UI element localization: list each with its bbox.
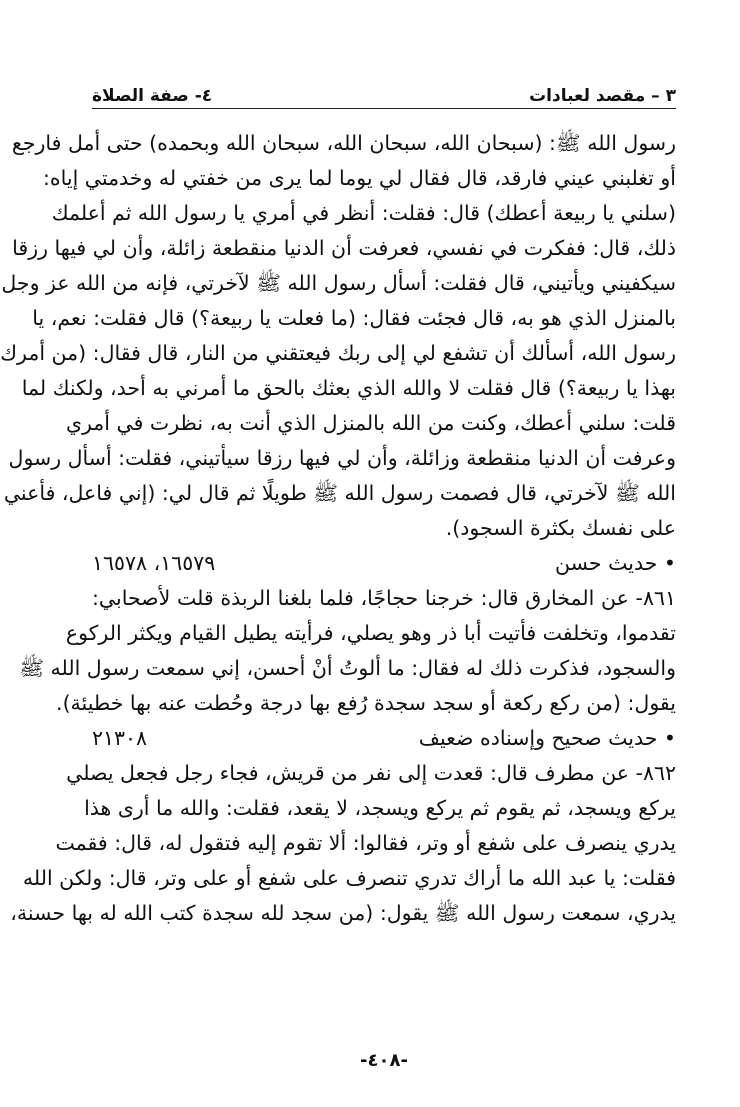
hadith-861-line: يقول: (من ركع ركعة أو سجد سجدة رُفع بها درجة وحُطت عنه بها خطيئة). bbox=[56, 691, 676, 715]
running-header bbox=[92, 72, 676, 106]
hadith-862-line: يدري ينصرف على شفع أو وتر، فقالوا: ألا تقوم إليه فتقول له، قال: فقمت bbox=[55, 831, 676, 855]
hadith-grade-row bbox=[92, 546, 676, 581]
text-line: بالمنزل الذي هو به، قال فجئت فقال: (ما فعلت يا ربيعة؟) قال فقلت: نعم، يا bbox=[32, 306, 676, 330]
header-chapter-title: ٣ – مقصد لعبادات bbox=[529, 86, 676, 106]
hadith-861-line: ٨٦١- عن المخارق قال: خرجنا حجاجًا، فلما بلغنا الربذة قلت لأصحابي: bbox=[92, 586, 676, 610]
text-line: بهذا يا ربيعة؟) قال فقلت لا والله الذي بعثك بالحق ما أمرني به أحد، ولكنك لما bbox=[21, 376, 676, 400]
text-line: ذلك، قال: ففكرت في نفسي، فعرفت أن الدنيا منقطعة زائلة، وأن لي فيها رزقا bbox=[12, 236, 676, 260]
text-line: وعرفت أن الدنيا منقطعة وزائلة، وأن لي فيها رزقا سيأتيني، فقلت: أسأل رسول bbox=[8, 446, 676, 470]
hadith-861-line: تقدموا، وتخلفت فأتيت أبا ذر وهو يصلي، فرأيته يطيل القيام ويكثر الركوع bbox=[65, 621, 676, 645]
hadith-reference-numbers: ٢١٣٠٨ bbox=[92, 726, 148, 750]
text-line: أو تغلبني عيني فارقد، قال فقال لي يوما لما يرى من خفتي له وخدمتي إياه: bbox=[42, 166, 676, 190]
hadith-861-line: والسجود، فذكرت ذلك له فقال: ما ألوتُ أنْ أحسن، إني سمعت رسول الله ﷺ bbox=[19, 656, 676, 680]
hadith-862-line: فقلت: يا عبد الله ما أراك تدري تنصرف على شفع أو على وتر، قال: ولكن الله bbox=[22, 866, 676, 890]
text-line: الله ﷺ لآخرتي، قال فصمت رسول الله ﷺ طويلًا ثم قال لي: (إني فاعل، فأعني bbox=[3, 481, 676, 505]
header-section-title: ٤- صفة الصلاة bbox=[92, 86, 213, 106]
hadith-862-line: يدري، سمعت رسول الله ﷺ يقول: (من سجد لله سجدة كتب الله له بها حسنة، bbox=[10, 901, 676, 925]
text-line: قلت: سلني أعطك، وكنت من الله بالمنزل الذي أنت به، نظرت في أمري bbox=[65, 411, 676, 435]
page-number: -٤٠٨- bbox=[360, 1050, 408, 1071]
hadith-862-line: يركع ويسجد، ثم يقوم ثم يركع ويسجد، لا يقعد، فقلت: والله ما أرى هذا bbox=[84, 796, 676, 820]
hadith-grade: • حديث صحيح وإسناده ضعيف bbox=[418, 726, 676, 750]
text-line: (سلني يا ربيعة أعطك) قال: فقلت: أنظر في أمري يا رسول الله ثم أعلمك bbox=[51, 201, 676, 225]
hadith-grade-row bbox=[92, 721, 676, 756]
text-line: على نفسك بكثرة السجود). bbox=[445, 516, 676, 540]
text-line: رسول الله ﷺ: (سبحان الله، سبحان الله، سبحان الله وبحمده) حتى أمل فارجع bbox=[11, 131, 676, 155]
hadith-reference-numbers: ١٦٥٧٩، ١٦٥٧٨ bbox=[92, 551, 216, 575]
hadith-862-line: ٨٦٢- عن مطرف قال: قعدت إلى نفر من قريش، فجاء رجل فجعل يصلي bbox=[66, 761, 676, 785]
text-line: سيكفيني ويأتيني، قال فقلت: أسأل رسول الله ﷺ لآخرتي، فإنه من الله عز وجل bbox=[1, 271, 676, 295]
header-divider bbox=[92, 108, 676, 109]
hadith-grade: • حديث حسن bbox=[555, 551, 676, 575]
text-line: رسول الله، أسألك أن تشفع لي إلى ربك فيعتقني من النار، قال فقال: (من أمرك bbox=[0, 341, 676, 365]
page-body bbox=[0, 126, 676, 931]
